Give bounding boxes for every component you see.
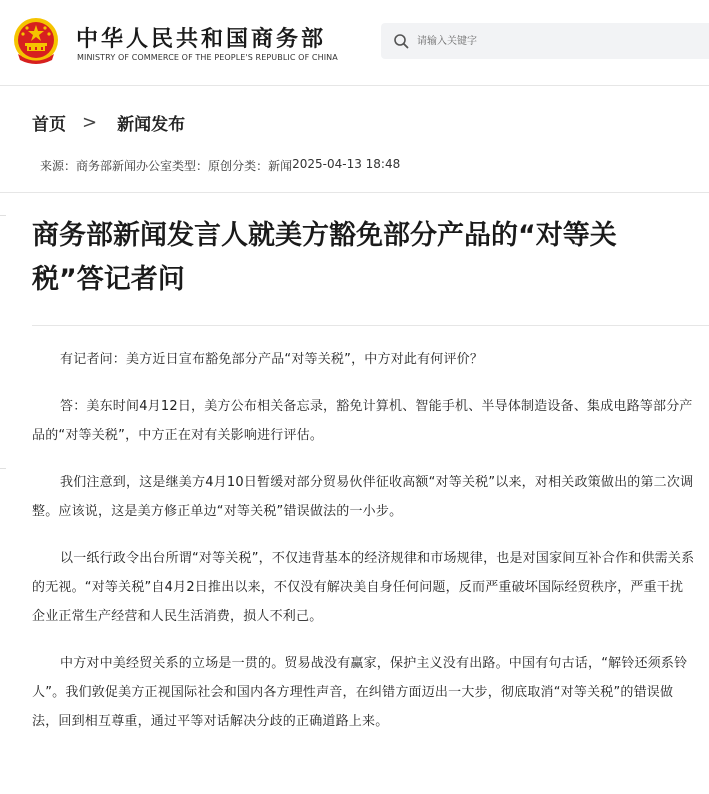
article-paragraph: 答：美东时间4月12日，美方公布相关备忘录，豁免计算机、智能手机、半导体制造设备、集成电路等部分产品的“对等关税”，中方正在对有关影响进行评估。 xyxy=(32,399,693,443)
left-edge-line xyxy=(0,215,6,216)
national-emblem-icon[interactable] xyxy=(12,16,60,68)
title-divider xyxy=(32,325,709,326)
breadcrumb-current[interactable]: 新闻发布 xyxy=(117,114,186,135)
left-edge-line xyxy=(0,468,6,469)
search-input[interactable] xyxy=(417,29,697,53)
meta-divider xyxy=(0,192,709,193)
meta-type: 原创 xyxy=(208,159,233,173)
article-paragraph: 我们注意到，这是继美方4月10日暂缓对部分贸易伙伴征收高额“对等关税”以来，对相关政策做出的第二次调整。应该说，这是美方修正单边“对等关税”错误做法的一小步。 xyxy=(32,475,694,519)
meta-source-label: 来源： xyxy=(40,159,77,173)
site-name-english: MINISTRY OF COMMERCE OF THE PEOPLE'S REPUBLIC OF CHINA xyxy=(77,53,338,62)
article-paragraph: 以一纸行政令出台所谓“对等关税”，不仅违背基本的经济规律和市场规律，也是对国家间互补合作和供需关系的无视。“对等关税”自4月2日推出以来，不仅没有解决美自身任何问题，反而严重破坏国际经贸秩序，严重干扰企业正常生产经营和人民生活消费，损人不利己。 xyxy=(32,551,695,624)
article-title: 商务部新闻发言人就美方豁免部分产品的“对等关税”答记者问 xyxy=(32,220,617,295)
article-body xyxy=(32,345,696,754)
site-header xyxy=(0,0,709,86)
breadcrumb xyxy=(32,110,185,134)
article-paragraph: 有记者问：美方近日宣布豁免部分产品“对等关税”，中方对此有何评价？ xyxy=(60,352,484,367)
meta-category-label: 分类： xyxy=(232,159,269,173)
meta-source: 商务部新闻办公室 xyxy=(76,159,173,173)
article-meta xyxy=(40,157,400,174)
meta-type-label: 类型： xyxy=(172,159,209,173)
breadcrumb-home-link[interactable]: 首页 xyxy=(32,114,66,135)
meta-category: 新闻 xyxy=(268,159,293,173)
meta-datetime: 2025-04-13 18:48 xyxy=(292,157,401,171)
search-icon[interactable] xyxy=(393,33,409,49)
search-box[interactable] xyxy=(381,23,709,59)
site-name[interactable]: 中华人民共和国商务部 xyxy=(76,27,327,52)
article-paragraph: 中方对中美经贸关系的立场是一贯的。贸易战没有赢家，保护主义没有出路。中国有句古话，“解铃还须系铃人”。我们敦促美方正视国际社会和国内各方理性声音，在纠错方面迈出一大步，彻底取消“对等关税”的错误做法，回到相互尊重，通过平等对话解决分歧的正确道路上来。 xyxy=(32,656,688,729)
breadcrumb-separator: > xyxy=(82,111,98,133)
